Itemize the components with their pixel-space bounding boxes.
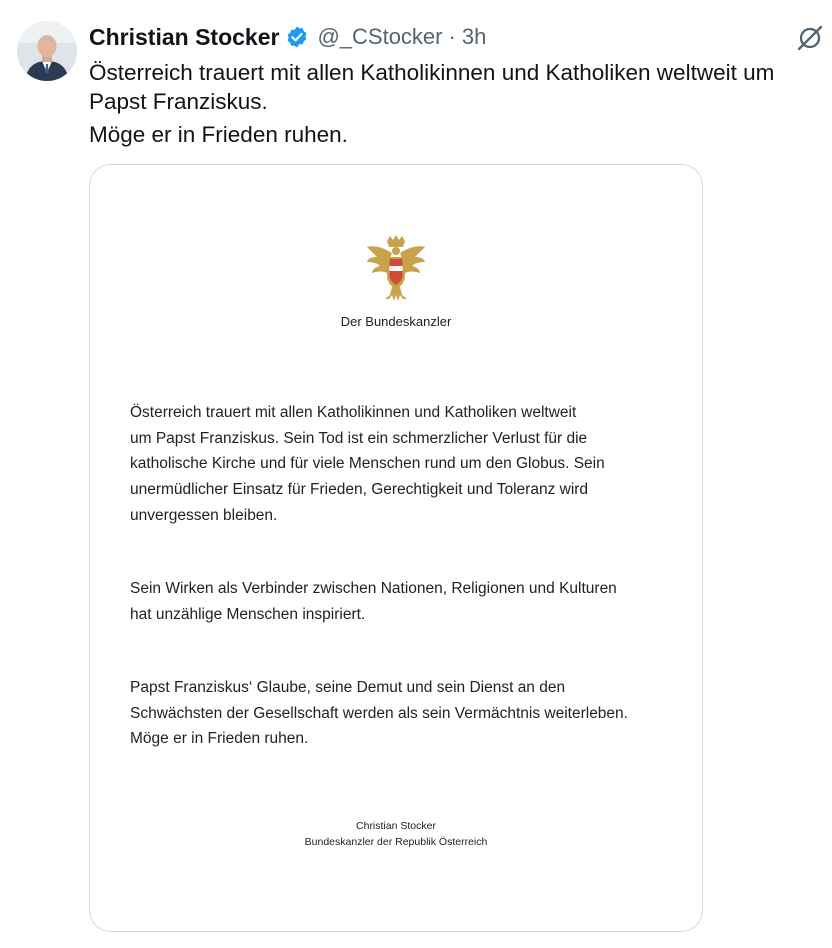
tweet-header: [89, 22, 486, 52]
author-name[interactable]: Christian Stocker: [89, 23, 280, 50]
letter-line: Sein Wirken als Verbinder zwischen Nationen, Religionen und Kulturen: [130, 580, 617, 597]
letter-paragraph-2: [130, 576, 675, 627]
tweet-text-line: Papst Franziskus.: [89, 89, 268, 114]
letter-line: um Papst Franziskus. Sein Tod ist ein schmerzlicher Verlust für die: [130, 429, 588, 447]
letter-line: unermüdlicher Einsatz für Frieden, Gerechtigkeit und Toleranz wird: [130, 481, 589, 499]
letter-line: unvergessen bleiben.: [130, 506, 278, 524]
tweet-media-image[interactable]: [89, 164, 703, 932]
letter-line: katholische Kirche und für viele Menschen rund um den Globus. Sein: [130, 455, 605, 473]
letter-line: Schwächsten der Gesellschaft werden als sein Vermächtnis weiterleben.: [130, 704, 628, 722]
letter-paragraph-3: [130, 675, 675, 752]
tweet-text-line: Möge er in Frieden ruhen.: [89, 122, 348, 147]
letter-signature: [90, 819, 702, 850]
letter-line: Österreich trauert mit allen Katholikinnen und Katholiken weltweit: [130, 404, 577, 421]
letter-office-title: Der Bundeskanzler: [340, 314, 452, 329]
author-handle[interactable]: @_CStocker: [317, 24, 443, 49]
signature-title: Bundeskanzler der Republik Österreich: [304, 835, 488, 848]
tweet-timestamp[interactable]: 3h: [461, 24, 487, 49]
tweet-text-line: Österreich trauert mit allen Katholikinnen und Katholiken weltweit um: [89, 60, 775, 85]
verified-badge-icon: [285, 25, 309, 49]
austrian-eagle-crest-icon: [365, 235, 427, 303]
letter-paragraph-1: [130, 400, 675, 529]
signature-name: Christian Stocker: [356, 820, 436, 832]
letter-line: Papst Franziskus‘ Glaube, seine Demut und sein Dienst an den: [130, 679, 566, 696]
tweet-text: [89, 58, 819, 149]
author-avatar[interactable]: [17, 21, 77, 81]
grok-icon[interactable]: [796, 24, 824, 52]
letter-line: hat unzählige Menschen inspiriert.: [130, 605, 366, 623]
separator-dot: ·: [448, 24, 456, 49]
letter-line: Möge er in Frieden ruhen.: [130, 730, 309, 748]
